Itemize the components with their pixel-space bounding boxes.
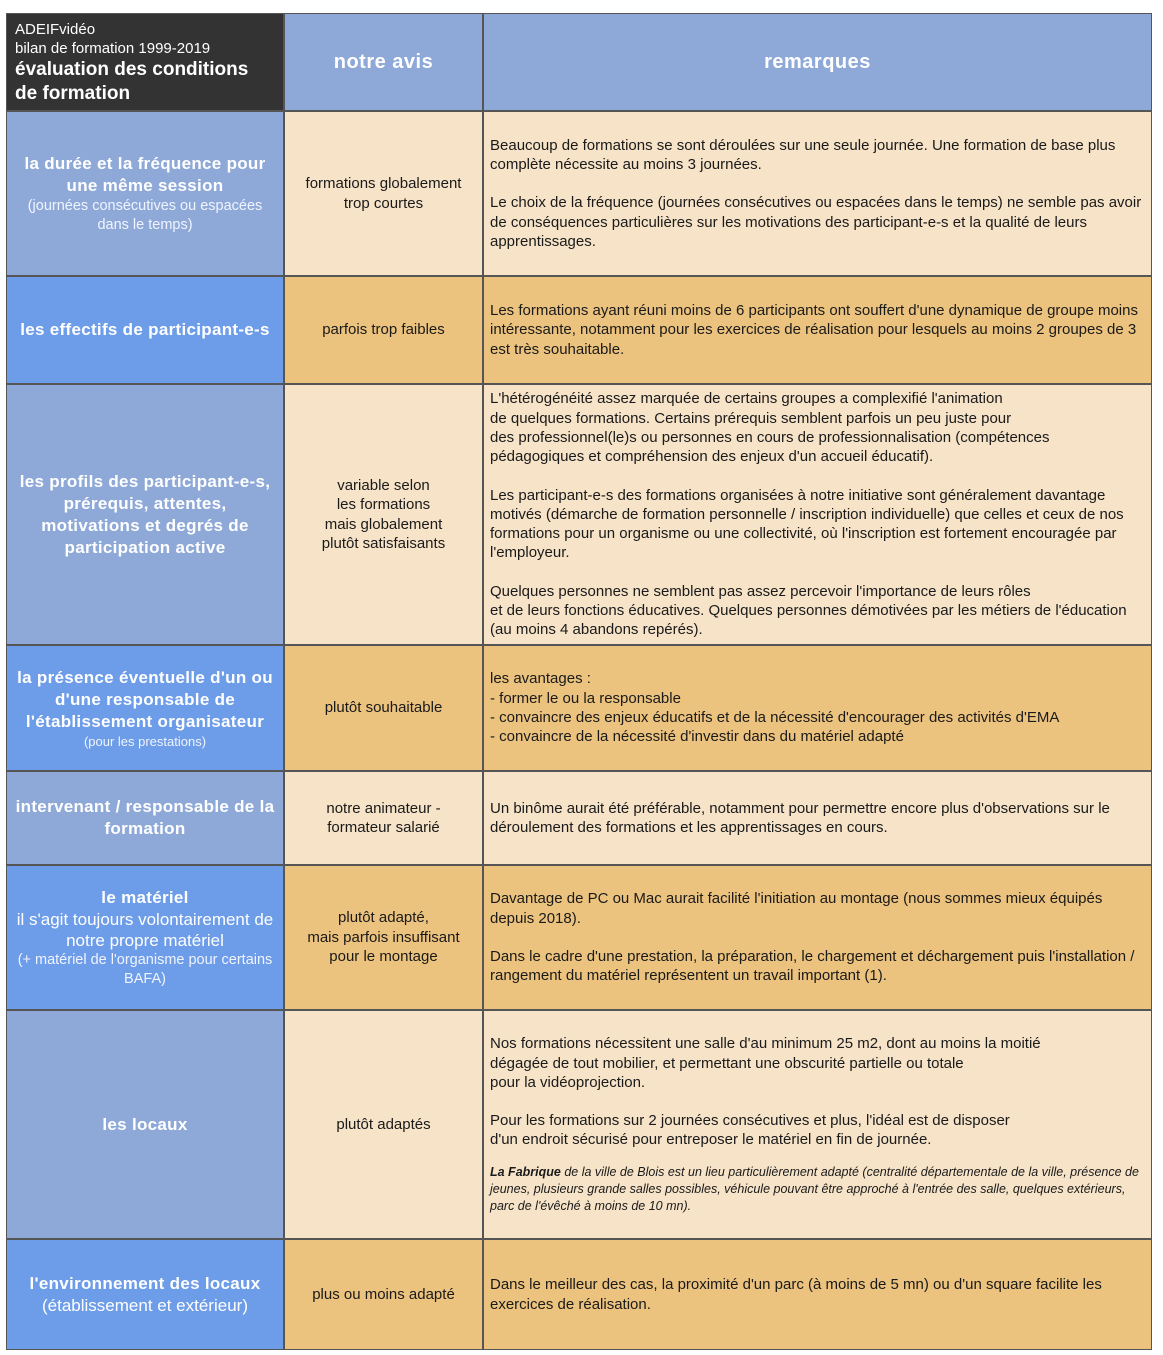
venue-name: La Fabrique: [490, 1164, 561, 1179]
row-label: la durée et la fréquence pour une même session: [24, 153, 266, 195]
row-label-detail: il s'agit toujours volontairement de notre propre matériel: [16, 909, 274, 950]
avis-cell: [284, 111, 483, 276]
row-label-cell: [6, 645, 284, 771]
remarques-cell: [483, 645, 1152, 771]
avis-cell: [284, 771, 483, 865]
remarque-paragraph: Quelques personnes ne semblent pas assez percevoir l'importance de leurs rôles et de leurs fonctions éducatives. Quelques personnes démotivées par les métiers de l'éducation (au moins 4 abandons repérés).: [490, 582, 1127, 639]
column-header-remarques-label: remarques: [764, 50, 871, 73]
avis-text: plus ou moins adapté: [312, 1285, 455, 1303]
row-label-detail: (établissement et extérieur): [42, 1296, 248, 1315]
avis-cell: [284, 645, 483, 771]
remarques-cell: [483, 384, 1152, 645]
row-label-detail: (pour les prestations): [83, 733, 207, 749]
column-header-avis: [284, 13, 483, 111]
avis-cell: [284, 1239, 483, 1350]
row-label: la présence éventuelle d'un ou d'une responsable de l'établissement organisateur: [17, 667, 273, 731]
remarques-cell: [483, 111, 1152, 276]
row-label-cell: [6, 276, 284, 384]
row-label-cell: [6, 865, 284, 1010]
remarque-paragraph: Beaucoup de formations se sont déroulées sur une seule journée. Une formation de base plus complète nécessite au moins 3 journées.: [490, 136, 1116, 174]
avis-text: plutôt adaptés: [336, 1115, 431, 1133]
remarques-cell: [483, 1010, 1152, 1239]
row-label-note: (+ matériel de l'organisme pour certains BAFA): [17, 951, 273, 987]
remarque-paragraph: les avantages : - former le ou la responsable - convaincre des enjeux éducatifs et de la nécessité d'encourager des activités d'EMA - convaincre de la nécessité d'investir dans du matériel adapté: [490, 670, 1060, 746]
row-label-cell: [6, 111, 284, 276]
remarque-paragraph: Dans le cadre d'une prestation, la préparation, le chargement et déchargement puis l'installation / rangement du matériel représentent un travail important (1).: [490, 948, 1135, 985]
remarque-paragraph: Les participant-e-s des formations organisées à notre initiative sont généralement davantage motivés (démarche de formation personnelle / inscription individuelle) que celles et ceux de nos formations pour un organisme ou une collectivité, où l'inscription est fortement encouragée par l'employeur.: [490, 486, 1124, 562]
remarque-paragraph: Davantage de PC ou Mac aurait facilité l'initiation au montage (nous sommes mieux équipés depuis 2018).: [490, 890, 1103, 927]
remarque-paragraph: Dans le meilleur des cas, la proximité d'un parc (à moins de 5 mn) ou d'un square facilite les exercices de réalisation.: [490, 1276, 1102, 1313]
remarque-paragraph: L'hétérogénéité assez marquée de certains groupes a complexifié l'animation de quelques formations. Certains prérequis semblent parfois un peu juste pour des professionnel(le)s ou personnes en cours de professionnalisation (compétences pédagogiques et compréhension des enjeux d'un accueil éducatif).: [490, 390, 1050, 466]
avis-text: notre animateur - formateur salarié: [326, 799, 441, 836]
remarque-paragraph: Pour les formations sur 2 journées consécutives et plus, l'idéal est de disposer d'un endroit sécurisé pour entreposer le matériel en fin de journée.: [490, 1112, 1010, 1149]
row-label: le matériel: [101, 887, 189, 907]
row-label-cell: [6, 1010, 284, 1239]
remarques-cell: [483, 865, 1152, 1010]
remarque-note-text: de la ville de Blois est un lieu particulièrement adapté (centralité départementale de la ville, présence de jeunes, plusieurs grande salles possibles, véhicule pouvant être approché à l'entrée des salle, quelques extérieurs, parc de l'évêché à moins de 10 mn).: [490, 1164, 1139, 1213]
avis-cell: [284, 384, 483, 645]
remarque-paragraph: Le choix de la fréquence (journées consécutives ou espacées dans le temps) ne semble pas avoir de conséquences particulières sur les motivations des participant-e-s et la qualité de leurs apprentissages.: [490, 194, 1142, 250]
remarques-cell: [483, 771, 1152, 865]
avis-text: parfois trop faibles: [322, 321, 445, 339]
row-label: intervenant / responsable de la formation: [15, 797, 275, 838]
remarque-paragraph: Un binôme aurait été préférable, notamment pour permettre encore plus d'observations sur le déroulement des formations et les apprentissages en cours.: [490, 799, 1110, 836]
evaluation-table: [6, 13, 1152, 1350]
avis-cell: [284, 1010, 483, 1239]
organization-name: ADEIFvidéo: [15, 21, 96, 38]
row-label: les locaux: [102, 1114, 188, 1134]
row-label: l'environnement des locaux: [29, 1274, 261, 1293]
avis-text: plutôt adapté, mais parfois insuffisant pour le montage: [307, 909, 460, 966]
avis-cell: [284, 276, 483, 384]
avis-text: variable selon les formations mais globalement plutôt satisfaisants: [321, 476, 446, 552]
remarque-paragraph: Nos formations nécessitent une salle d'au minimum 25 m2, dont au moins la moitié dégagée de tout mobilier, et permettant une obscurité partielle ou totale pour la vidéoprojection.: [490, 1035, 1041, 1091]
avis-text: formations globalement trop courtes: [305, 175, 462, 212]
row-label: les effectifs de participant-e-s: [20, 320, 270, 339]
avis-text: plutôt souhaitable: [324, 699, 443, 717]
row-label: les profils des participant-e-s, prérequis, attentes, motivations et degrés de participation active: [19, 471, 271, 557]
table-title-cell: [6, 13, 284, 111]
row-label-cell: [6, 1239, 284, 1350]
avis-cell: [284, 865, 483, 1010]
row-label-cell: [6, 384, 284, 645]
remarque-note: [490, 1164, 1145, 1215]
report-subtitle: bilan de formation 1999-2019: [15, 40, 211, 57]
report-title: évaluation des conditions de formation: [15, 59, 249, 104]
remarques-cell: [483, 276, 1152, 384]
remarques-cell: [483, 1239, 1152, 1350]
row-label-cell: [6, 771, 284, 865]
column-header-remarques: [483, 13, 1152, 111]
remarque-paragraph: Les formations ayant réuni moins de 6 participants ont souffert d'une dynamique de groupe moins intéressante, notamment pour les exercices de réalisation pour lesquels au moins 2 groupes de 3 est très souhaitable.: [490, 302, 1138, 358]
column-header-avis-label: notre avis: [333, 50, 434, 73]
row-label-detail: (journées consécutives ou espacées dans le temps): [27, 197, 263, 233]
